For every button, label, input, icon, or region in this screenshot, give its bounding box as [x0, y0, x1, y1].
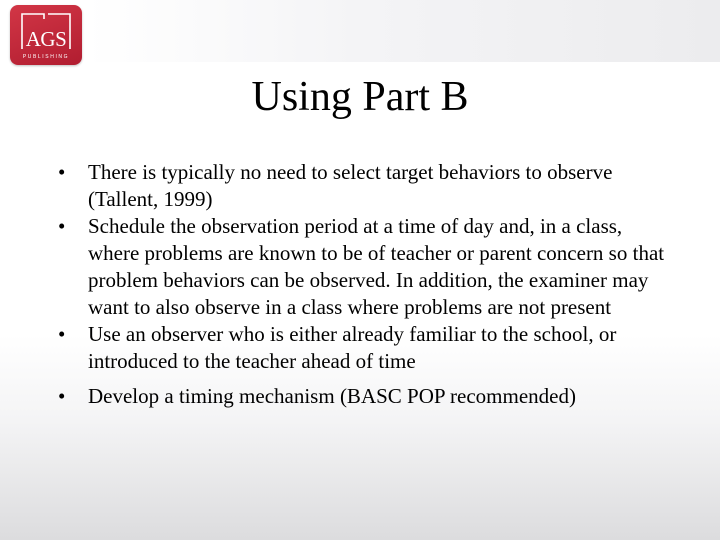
bullet-text: There is typically no need to select target behaviors to observe (Tallent, 1999) [88, 160, 613, 211]
bullet-item [58, 159, 678, 213]
bullet-list [58, 159, 678, 410]
bullet-text: Schedule the observation period at a time of day and, in a class, where problems are known to be of teacher or parent concern so that problem behaviors can be observed. In addition, the examiner may want to also observe in a class where problems are not present [88, 214, 665, 319]
logo-subtitle: PUBLISHING [22, 54, 70, 60]
bullet-dot-icon: • [58, 384, 66, 408]
bullet-text: Use an observer who is either already familiar to the school, or introduced to the teacher ahead of time [88, 322, 617, 373]
logo-wordmark: AGS [25, 27, 67, 51]
bullet-dot-icon: • [58, 160, 66, 184]
header-band [0, 0, 720, 62]
bullet-dot-icon: • [58, 214, 66, 238]
bullet-item [58, 383, 678, 410]
bullet-text: Develop a timing mechanism (BASC POP recommended) [88, 384, 576, 408]
bullet-item [58, 213, 678, 321]
bullet-dot-icon: • [58, 322, 66, 346]
bullet-item [58, 321, 678, 375]
slide-title: Using Part B [251, 74, 469, 120]
ags-publishing-logo [10, 5, 82, 65]
